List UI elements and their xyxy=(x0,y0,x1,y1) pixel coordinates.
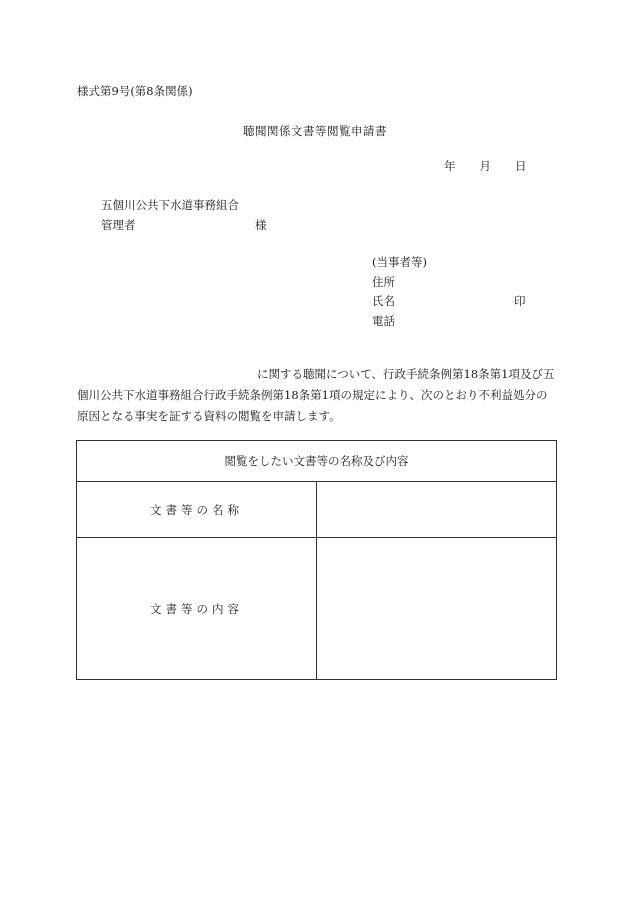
applicant-block xyxy=(372,255,526,334)
document-content-label: 文書等の内容 xyxy=(77,538,317,680)
applicant-party-label: (当事者等) xyxy=(372,255,427,269)
application-body xyxy=(77,364,557,427)
date-day-label: 日 xyxy=(515,159,527,173)
recipient-row xyxy=(101,218,267,233)
form-number: 様式第9号(第8条関係) xyxy=(77,84,193,98)
applicant-phone-label: 電話 xyxy=(372,313,395,328)
recipient-organization: 五個川公共下水道事務組合 xyxy=(101,198,239,212)
document-name-label: 文書等の名称 xyxy=(77,482,317,538)
document-content-field[interactable] xyxy=(317,538,557,680)
date-month-label: 月 xyxy=(479,159,491,173)
seal-label: 印 xyxy=(514,294,526,308)
recipient-role: 管理者 xyxy=(101,218,136,232)
table-header: 閲覧をしたい文書等の名称及び内容 xyxy=(77,441,557,482)
applicant-name-label: 氏名 xyxy=(372,294,395,308)
applicant-address-label: 住所 xyxy=(372,274,395,289)
date-row xyxy=(444,160,527,174)
document-table xyxy=(76,440,557,680)
recipient-honorific: 様 xyxy=(255,218,267,232)
document-name-field[interactable] xyxy=(317,482,557,538)
page-title: 聴聞関係文書等閲覧申請書 xyxy=(243,124,387,138)
date-year-label: 年 xyxy=(444,159,456,173)
application-body-text: に関する聴聞について、行政手続条例第18条第1項及び五個川公共下水道事務組合行政手続条例第18条第1項の規定により、次のとおり不利益処分の原因となる事実を証する資料の閲覧を申請します。 xyxy=(77,367,555,423)
